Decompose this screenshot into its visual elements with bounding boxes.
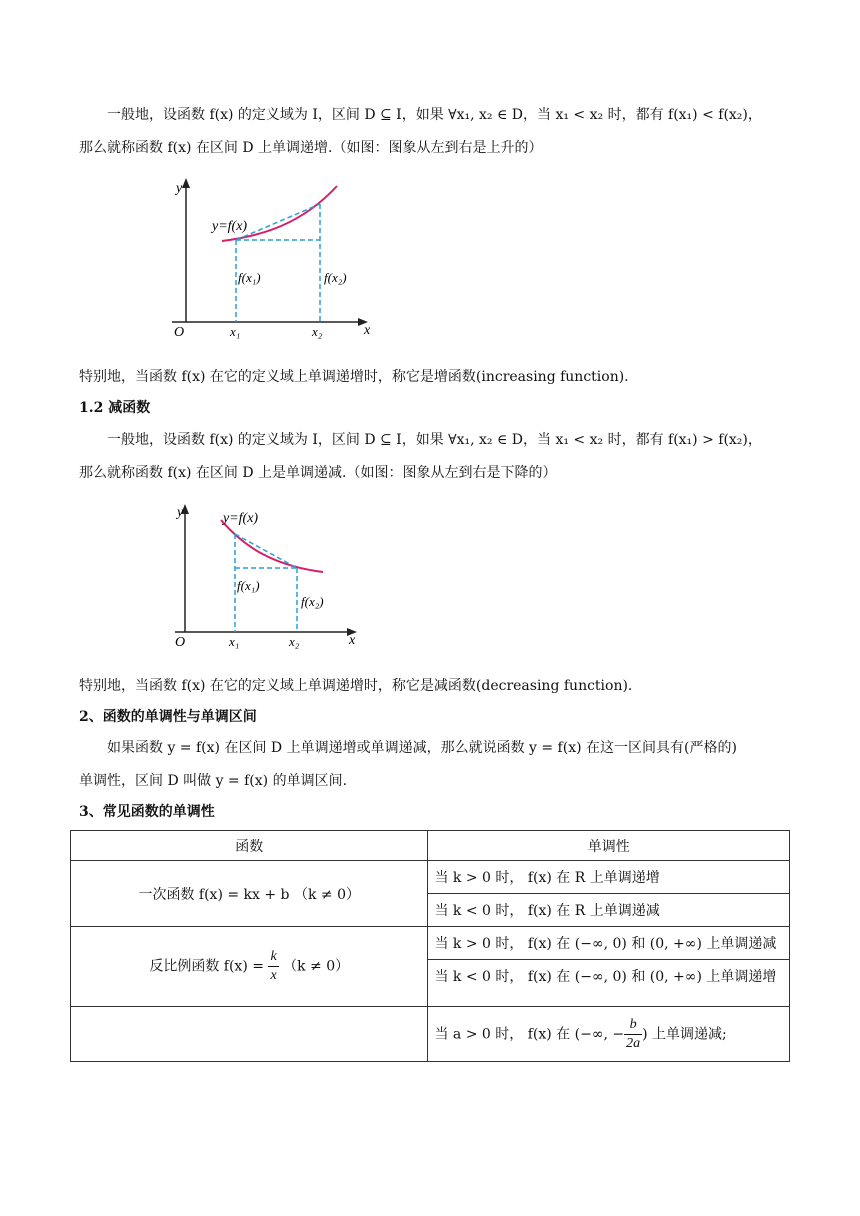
- origin-label: O: [175, 635, 186, 650]
- increase-note: 特别地，当函数 f(x) 在它的定义域上单调递增时，称它是增函数(increasing function).: [79, 369, 629, 385]
- curve-label: y=f(x): [212, 219, 248, 234]
- increase-definition-line1: 一般地，设函数 f(x) 的定义域为 I，区间 D ⊆ I，如果 ∀x₁, x₂ ∈ D，当 x₁ < x₂ 时，都有 f(x₁) < f(x₂)，: [107, 107, 762, 123]
- secant-line: [236, 204, 320, 240]
- increasing-function-figure: [162, 170, 372, 360]
- linear-case-negative: 当 k < 0 时， f(x) 在 R 上单调递减: [428, 894, 790, 927]
- table-header-function: 函数: [71, 831, 428, 861]
- decrease-note: 特别地，当函数 f(x) 在它的定义域上单调递增时，称它是减函数(decreasing function).: [79, 678, 633, 694]
- origin-label: O: [174, 325, 185, 340]
- x1-label: x₁: [230, 324, 241, 339]
- linear-case-positive: 当 k > 0 时， f(x) 在 R 上单调递增: [428, 861, 790, 894]
- inverse-name-suffix: （k ≠ 0）: [283, 958, 350, 975]
- linear-function-cell: 一次函数 f(x) = kx + b （k ≠ 0）: [71, 861, 428, 927]
- inverse-name-prefix: 反比例函数 f(x) =: [149, 958, 264, 975]
- x1-label: x₁: [229, 634, 240, 649]
- common-heading: 3、常见函数的单调性: [79, 804, 215, 820]
- quadratic-case-prefix: 当 a > 0 时， f(x) 在 (−∞, −: [434, 1026, 625, 1042]
- secant-line: [235, 534, 297, 568]
- decrease-definition-line2: 那么就称函数 f(x) 在区间 D 上是单调递减.（如图：图象从左到右是下降的）: [79, 465, 557, 481]
- y-label: y: [176, 181, 183, 196]
- quadratic-frac-num: b: [624, 1016, 642, 1035]
- monotonicity-table: [70, 830, 790, 1062]
- y-axis-arrow: [182, 178, 190, 188]
- inverse-case-positive: 当 k > 0 时， f(x) 在 (−∞, 0) 和 (0, +∞) 上单调递减: [428, 927, 790, 960]
- inverse-function-cell: [71, 927, 428, 1007]
- quadratic-case-positive: [428, 1007, 790, 1062]
- quadratic-function-cell: [71, 1007, 428, 1062]
- x-label: x: [364, 323, 371, 338]
- x2-label: x₂: [312, 324, 323, 339]
- f2-label: f(x₂): [324, 270, 347, 285]
- decrease-heading: 1.2 减函数: [79, 400, 151, 416]
- quadratic-frac-den: 2a: [626, 1035, 641, 1051]
- f1-label: f(x₁): [237, 578, 260, 593]
- increase-definition-line2: 那么就称函数 f(x) 在区间 D 上单调递增.（如图：图象从左到右是上升的）: [79, 140, 543, 156]
- quadratic-case-suffix: ) 上单调递减;: [642, 1026, 727, 1042]
- interval-line2: 单调性，区间 D 叫做 y = f(x) 的单调区间.: [79, 773, 348, 789]
- decrease-definition-line1: 一般地，设函数 f(x) 的定义域为 I，区间 D ⊆ I，如果 ∀x₁, x₂ ∈ D，当 x₁ < x₂ 时，都有 f(x₁) > f(x₂)，: [107, 432, 762, 448]
- interval-line1: 如果函数 y = f(x) 在区间 D 上单调递增或单调递减，那么就说函数 y = f(x) 在这一区间具有(严格的): [107, 740, 737, 756]
- interval-heading: 2、函数的单调性与单调区间: [79, 709, 257, 725]
- inverse-fraction: [268, 948, 278, 985]
- y-label: y: [177, 505, 184, 520]
- inverse-case-negative: 当 k < 0 时， f(x) 在 (−∞, 0) 和 (0, +∞) 上单调递增: [428, 960, 790, 1007]
- table-header-monotonic: 单调性: [428, 831, 790, 861]
- inverse-frac-num: k: [268, 948, 278, 967]
- x2-label: x₂: [289, 634, 300, 649]
- curve-label: y=f(x): [223, 511, 259, 526]
- f2-label: f(x₂): [301, 594, 324, 609]
- decreasing-curve: [221, 520, 323, 572]
- f1-label: f(x₁): [238, 270, 261, 285]
- decreasing-function-figure: [165, 498, 365, 658]
- x-label: x: [349, 633, 356, 648]
- inverse-frac-den: x: [270, 968, 277, 983]
- quadratic-fraction: [624, 1016, 642, 1053]
